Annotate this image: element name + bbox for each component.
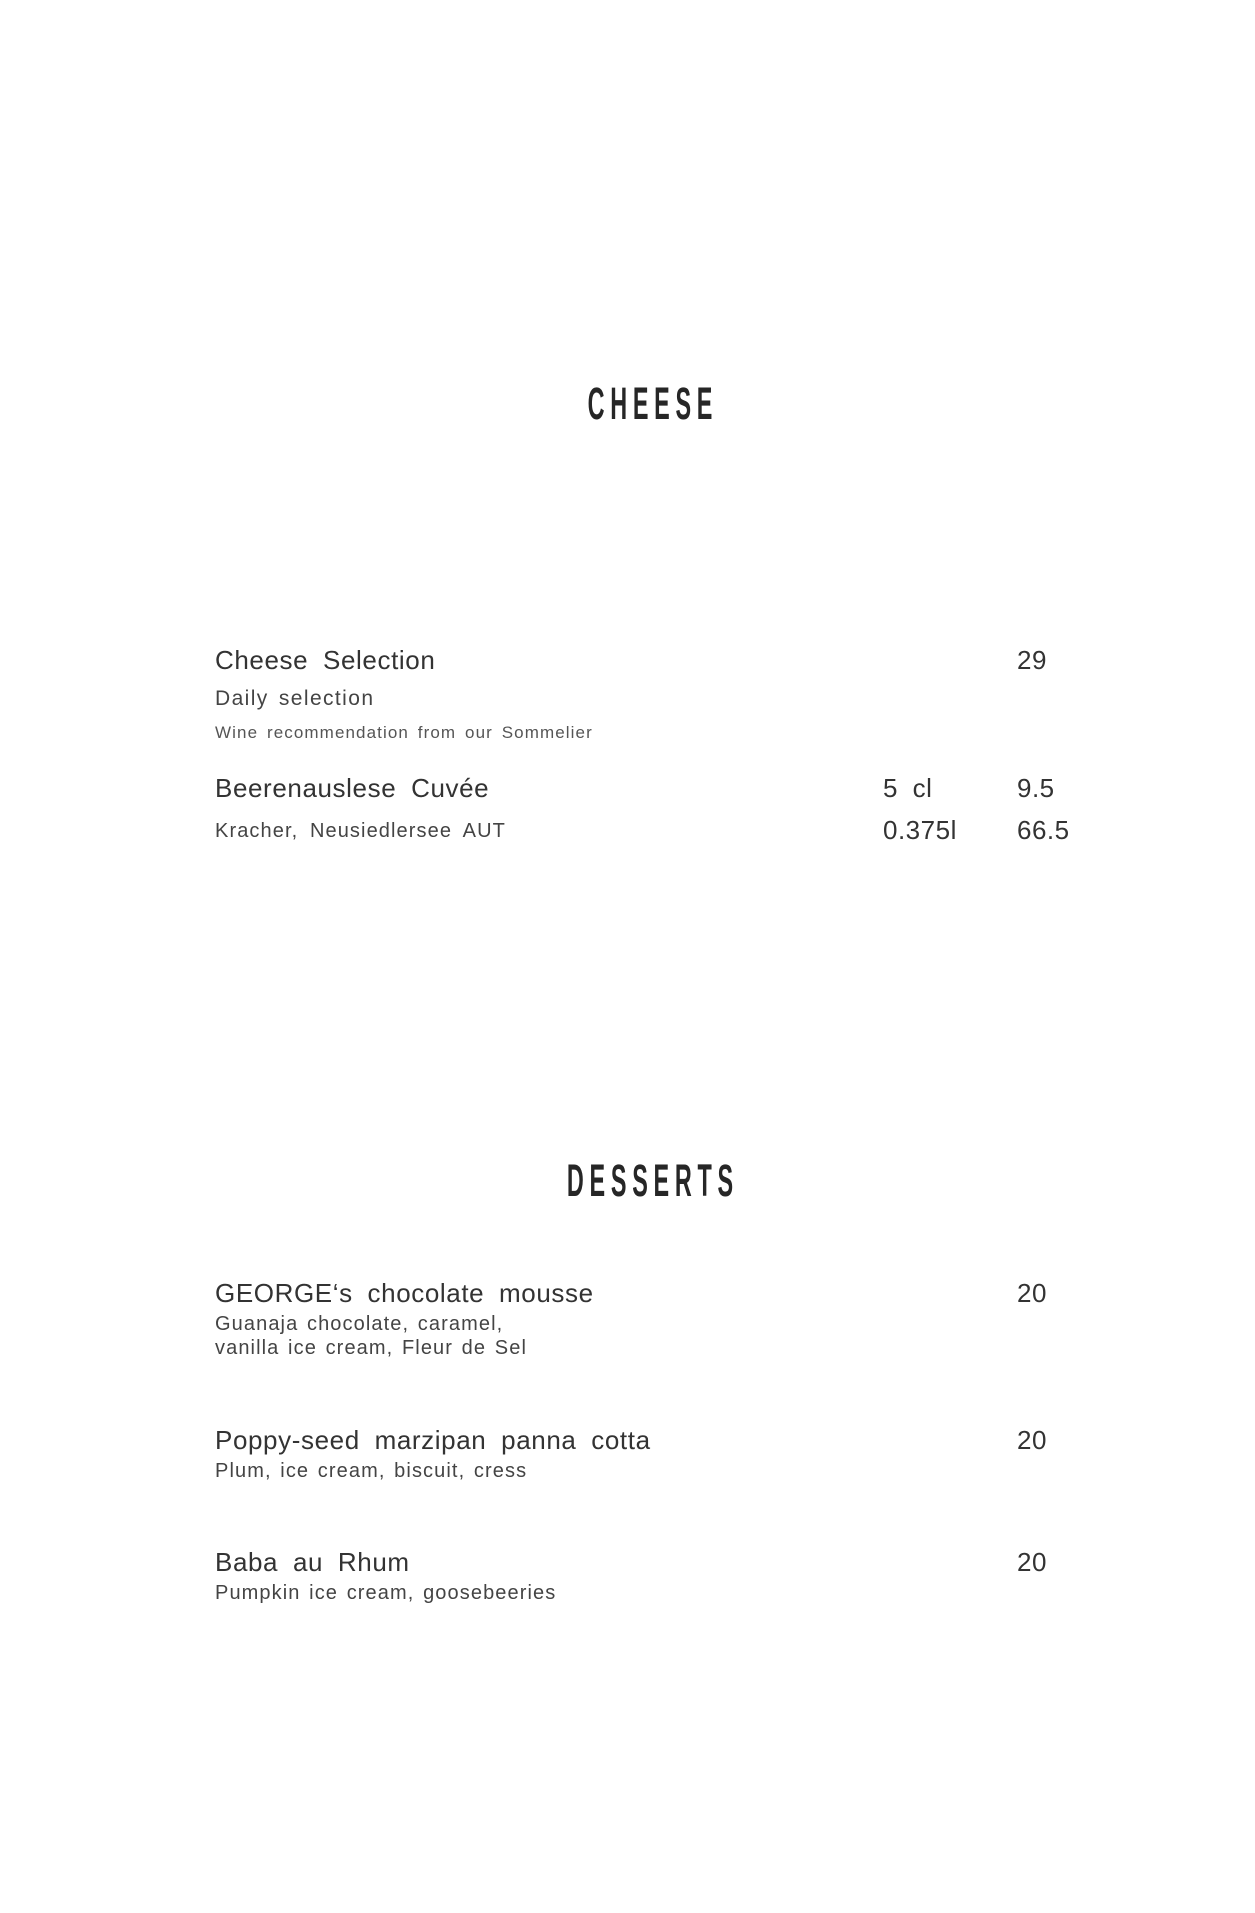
item-wine-note: Wine recommendation from our Sommelier xyxy=(215,723,593,742)
item-description-line: Guanaja chocolate, caramel, xyxy=(215,1313,504,1335)
item-description-line: Plum, ice cream, biscuit, cress xyxy=(215,1460,528,1482)
item-description: Daily selection xyxy=(215,687,375,710)
item-name-line xyxy=(215,1545,1085,1579)
item-description xyxy=(215,1581,1085,1605)
menu-content xyxy=(215,0,1085,1913)
item-size-bottle: 0.375l xyxy=(883,815,957,845)
item-price-glass: 9.5 xyxy=(1017,773,1055,803)
menu-item-baba-au-rhum xyxy=(215,1545,1085,1605)
item-name-line xyxy=(215,771,1085,805)
item-name: Cheese Selection xyxy=(215,645,436,675)
item-price: 29 xyxy=(1017,645,1047,675)
item-name-line xyxy=(215,1276,1085,1310)
item-producer-line xyxy=(215,815,1085,849)
item-name-line xyxy=(215,643,1085,677)
item-price: 20 xyxy=(1017,1425,1047,1455)
item-price: 20 xyxy=(1017,1547,1047,1577)
item-name: GEORGE‘s chocolate mousse xyxy=(215,1278,594,1308)
item-description-line: Pumpkin ice cream, goosebeeries xyxy=(215,1582,557,1604)
menu-item-chocolate-mousse xyxy=(215,1276,1085,1360)
item-description xyxy=(215,1459,1085,1483)
menu-item-cheese-selection xyxy=(215,643,1085,745)
item-description-line: vanilla ice cream, Fleur de Sel xyxy=(215,1337,527,1359)
item-price: 20 xyxy=(1017,1278,1047,1308)
item-name: Baba au Rhum xyxy=(215,1547,410,1577)
menu-item-panna-cotta xyxy=(215,1423,1085,1483)
section-title-desserts: DESSERTS xyxy=(566,1155,739,1206)
item-name: Beerenauslese Cuvée xyxy=(215,773,490,803)
item-name-line xyxy=(215,1423,1085,1457)
item-name: Poppy-seed marzipan panna cotta xyxy=(215,1425,651,1455)
item-producer: Kracher, Neusiedlersee AUT xyxy=(215,820,506,842)
section-title-cheese: CHEESE xyxy=(587,378,719,429)
item-size-glass: 5 cl xyxy=(883,773,933,803)
item-description xyxy=(215,1312,1085,1360)
menu-item-beerenauslese xyxy=(215,771,1085,849)
item-price-bottle: 66.5 xyxy=(1017,815,1070,845)
